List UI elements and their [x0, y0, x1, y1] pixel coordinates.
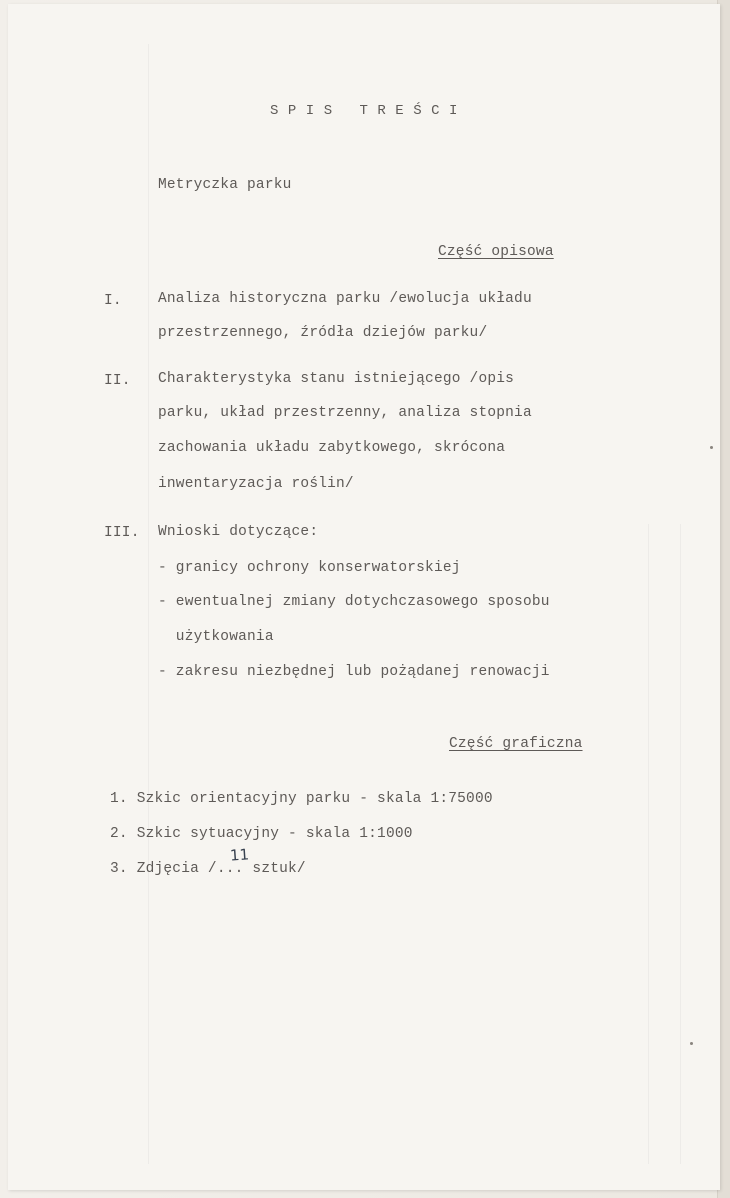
item-line: Charakterystyka stanu istniejącego /opis	[158, 371, 515, 387]
paper-speck	[690, 1042, 693, 1045]
sub-item: - zakresu niezbędnej lub pożądanej renowacji	[158, 664, 550, 680]
page-title: SPIS TREŚCI	[270, 103, 467, 119]
item-line: parku, układ przestrzenny, analiza stopnia	[158, 405, 532, 421]
item-line: Analiza historyczna parku /ewolucja układu	[158, 291, 532, 307]
bleed-through-line	[648, 524, 649, 1164]
paper-speck	[710, 446, 713, 449]
item-numeral: II.	[104, 373, 131, 389]
item-line: Wnioski dotyczące:	[158, 524, 319, 540]
descriptive-part-heading: Część opisowa	[438, 244, 554, 260]
sub-item: użytkowania	[158, 629, 274, 645]
item-line: przestrzennego, źródła dziejów parku/	[158, 325, 488, 341]
document-page	[8, 4, 720, 1190]
bleed-through-line	[148, 44, 149, 1164]
bleed-through-line	[680, 524, 681, 1164]
item-line: zachowania układu zabytkowego, skrócona	[158, 440, 506, 456]
item-line: inwentaryzacja roślin/	[158, 476, 354, 492]
graphic-part-heading: Część graficzna	[449, 736, 583, 752]
intro-line: Metryczka parku	[158, 177, 292, 193]
item-numeral: III.	[104, 525, 140, 541]
graphic-item: 2. Szkic sytuacyjny - skala 1:1000	[110, 826, 413, 842]
handwritten-photo-count: 11	[229, 845, 250, 865]
sub-item: - ewentualnej zmiany dotychczasowego sposobu	[158, 594, 550, 610]
item-numeral: I.	[104, 293, 122, 309]
sub-item: - granicy ochrony konserwatorskiej	[158, 560, 461, 576]
graphic-item: 3. Zdjęcia /... sztuk/	[110, 861, 306, 877]
graphic-item: 1. Szkic orientacyjny parku - skala 1:75000	[110, 791, 493, 807]
